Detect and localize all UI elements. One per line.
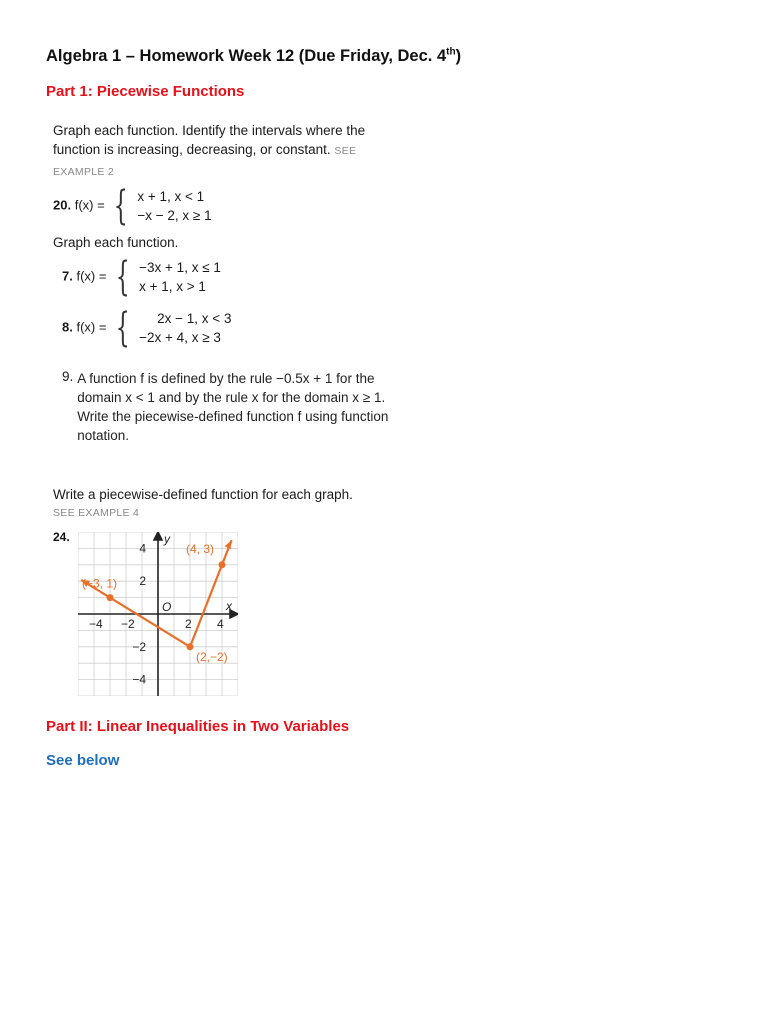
point-label: (−3, 1) xyxy=(82,576,118,591)
x-tick-label: −2 xyxy=(121,617,135,631)
instruction-graph-each: Graph each function. xyxy=(53,235,179,250)
piecewise-cases xyxy=(137,187,211,225)
page-title: Algebra 1 – Homework Week 12 (Due Friday, Dec. 4th) xyxy=(46,46,462,65)
data-point xyxy=(107,594,114,601)
problem-number: 7. xyxy=(62,268,73,284)
function-lhs: f(x) = xyxy=(76,268,107,284)
right-arrow-icon xyxy=(225,540,232,549)
case-2: −2x + 4, x ≥ 3 xyxy=(139,330,221,345)
problem-9-text: A function f is defined by the rule −0.5x + 1 for the domain x < 1 and by the rule x for the domain x ≥ 1. Write the piecewise-defined function f using function notation. xyxy=(77,371,389,443)
brace-icon: { xyxy=(114,183,129,229)
problem-20 xyxy=(53,183,212,229)
y-tick-label: 4 xyxy=(139,541,146,556)
brace-icon: { xyxy=(115,305,130,351)
problem-number: 8. xyxy=(62,319,73,335)
point-label: (4, 3) xyxy=(186,541,215,556)
y-axis-arrow-icon xyxy=(154,532,162,540)
problem-8 xyxy=(62,305,232,351)
function-lhs: f(x) = xyxy=(74,197,105,213)
data-point xyxy=(219,561,226,568)
see-example-4: SEE EXAMPLE 4 xyxy=(53,507,140,519)
x-axis-label: x xyxy=(226,599,232,613)
y-tick-label: 2 xyxy=(139,574,146,589)
part1-heading: Part 1: Piecewise Functions xyxy=(46,83,245,100)
problem-number: 24. xyxy=(53,530,70,544)
see-example-2: SEE EXAMPLE 2 xyxy=(53,145,357,178)
instruction-write-piecewise: Write a piecewise-defined function for each graph. xyxy=(53,487,353,502)
origin-label: O xyxy=(162,600,172,614)
x-tick-label: 4 xyxy=(217,617,224,631)
case-2: x + 1, x > 1 xyxy=(139,279,206,294)
problem-number: 20. xyxy=(53,197,72,213)
x-tick-label: 2 xyxy=(185,617,192,631)
problem-9 xyxy=(62,369,397,445)
case-1: x + 1, x < 1 xyxy=(137,189,205,204)
problem-number: 9. xyxy=(62,369,74,384)
piecewise-cases xyxy=(139,258,221,296)
part2-heading: Part II: Linear Inequalities in Two Variables xyxy=(46,718,350,735)
y-tick-label: −4 xyxy=(132,672,146,687)
case-1: −3x + 1, x ≤ 1 xyxy=(139,260,221,275)
function-lhs: f(x) = xyxy=(76,319,107,335)
y-axis-label: y xyxy=(164,532,170,546)
data-point xyxy=(187,643,194,650)
problem-7 xyxy=(62,254,221,300)
point-label: (2,−2) xyxy=(196,649,228,664)
instruction-graph-identify xyxy=(53,121,383,182)
y-tick-label: −2 xyxy=(132,639,146,654)
x-tick-label: −4 xyxy=(89,617,103,631)
series-line-right xyxy=(190,540,232,647)
case-2: −x − 2, x ≥ 1 xyxy=(137,208,212,223)
brace-icon: { xyxy=(115,254,130,300)
instruction-text: Graph each function. Identify the intervals where the function is increasing, decreasing, or constant. xyxy=(53,123,366,157)
piecewise-graph xyxy=(78,532,238,696)
case-1: 2x − 1, x < 3 xyxy=(157,311,232,326)
see-below-link[interactable]: See below xyxy=(46,752,120,769)
piecewise-cases xyxy=(139,309,231,347)
